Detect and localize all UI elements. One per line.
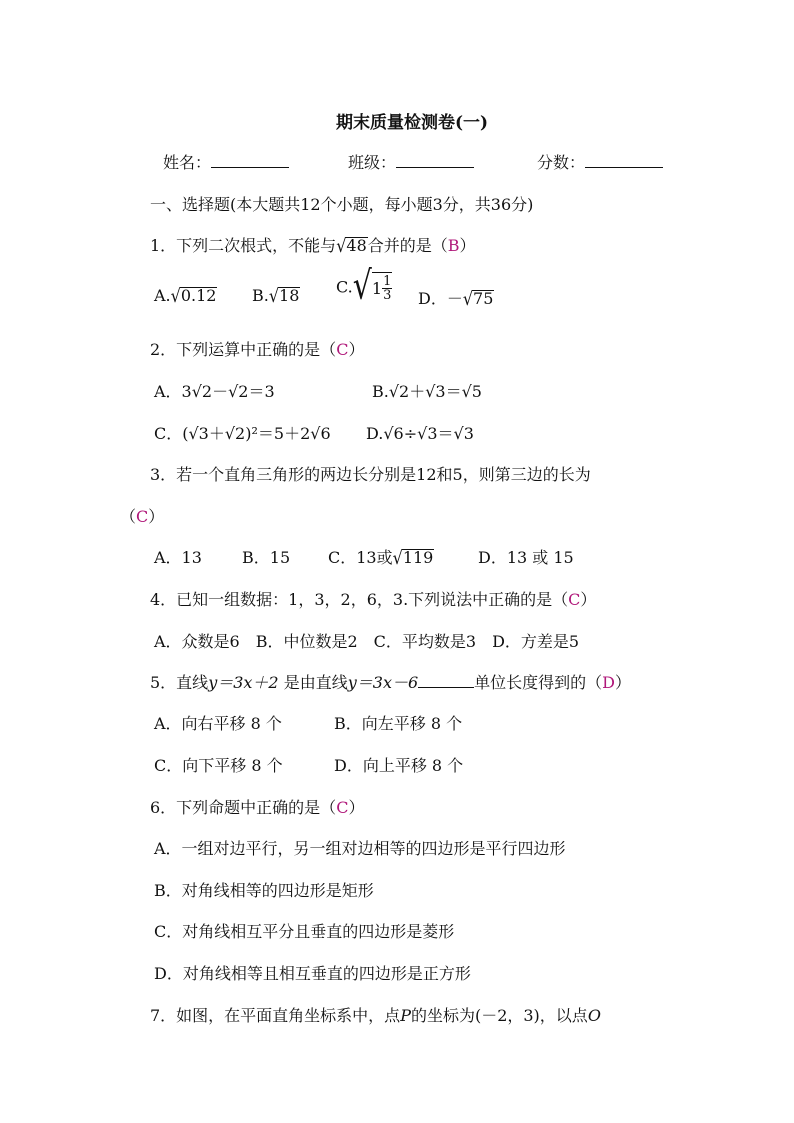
q6-option-b: B．对角线相等的四边形是矩形 xyxy=(154,881,374,900)
q1-answer: B xyxy=(447,236,460,255)
q2-option-c: C．(√3＋√2)²＝5＋2√6 xyxy=(154,424,331,443)
q1-stem-text: 1．下列二次根式，不能与 xyxy=(150,236,337,255)
score-field xyxy=(537,150,663,173)
q5-blank xyxy=(418,687,474,688)
name-field xyxy=(163,150,289,173)
q5-option-b: B．向左平移 8 个 xyxy=(334,714,463,733)
question-7-stem: 7．如图，在平面直角坐标系中，点P的坐标为(－2，3)，以点O xyxy=(150,1006,601,1025)
q3-answer: C xyxy=(136,507,149,526)
q2-answer: C xyxy=(336,340,349,359)
q1-sqrt: √48 xyxy=(336,234,367,257)
q6-option-d: D．对角线相等且相互垂直的四边形是正方形 xyxy=(154,964,471,983)
q1-option-d: D．－√75 xyxy=(418,287,494,310)
question-4-stem: 4．已知一组数据：1，3，2，6，3.下列说法中正确的是（C） xyxy=(150,590,597,609)
question-1-stem: 1．下列二次根式，不能与√48合并的是（B） xyxy=(150,234,476,257)
class-blank xyxy=(396,167,474,168)
q3-option-a: A．13 xyxy=(154,548,202,567)
question-5-stem: 5．直线y＝3x＋2 是由直线y＝3x－6 单位长度得到的（D） xyxy=(150,673,632,692)
class-field xyxy=(348,150,474,173)
q3-option-d: D．13 或 15 xyxy=(478,548,574,567)
q2-option-a: A．3√2－√2＝3 xyxy=(154,382,275,401)
page-title: 期末质量检测卷(一) xyxy=(336,113,489,133)
q5-option-d: D．向上平移 8 个 xyxy=(334,756,464,775)
question-2-stem: 2．下列运算中正确的是（C） xyxy=(150,340,365,359)
q1-stem-text-2: 合并的是（ xyxy=(367,236,448,255)
q1-option-b: B.√18 xyxy=(252,284,300,307)
q6-option-c: C．对角线相互平分且垂直的四边形是菱形 xyxy=(154,922,455,941)
question-3-stem: 3．若一个直角三角形的两边长分别是12和5，则第三边的长为 xyxy=(150,465,591,484)
class-label: 班级： xyxy=(348,153,397,172)
name-blank xyxy=(211,167,289,168)
q3-answer-line: （C） xyxy=(120,507,165,526)
name-label: 姓名： xyxy=(163,153,212,172)
question-6-stem: 6．下列命题中正确的是（C） xyxy=(150,798,365,817)
q6-option-a: A．一组对边平行，另一组对边相等的四边形是平行四边形 xyxy=(154,839,566,858)
q2-option-b: B.√2＋√3＝√5 xyxy=(372,382,482,401)
q1-option-a: A.√0.12 xyxy=(154,284,217,307)
q4-options: A．众数是6 B．中位数是2 C．平均数是3 D．方差是5 xyxy=(154,632,580,651)
q1-option-c: C.√1 $\frac{1}{3}$ xyxy=(336,263,392,310)
q2-option-d: D.√6÷√3＝√3 xyxy=(366,424,474,443)
score-label: 分数： xyxy=(537,153,586,172)
q3-option-b: B．15 xyxy=(242,548,291,567)
score-blank xyxy=(585,167,663,168)
q5-answer: D xyxy=(602,673,615,692)
q6-answer: C xyxy=(336,798,349,817)
q3-option-c: C．13或√119 xyxy=(328,546,434,569)
q5-option-a: A．向右平移 8 个 xyxy=(154,714,282,733)
section-header: 一、选择题(本大题共12个小题，每小题3分，共36分) xyxy=(150,195,534,214)
q5-option-c: C．向下平移 8 个 xyxy=(154,756,283,775)
q4-answer: C xyxy=(568,590,581,609)
